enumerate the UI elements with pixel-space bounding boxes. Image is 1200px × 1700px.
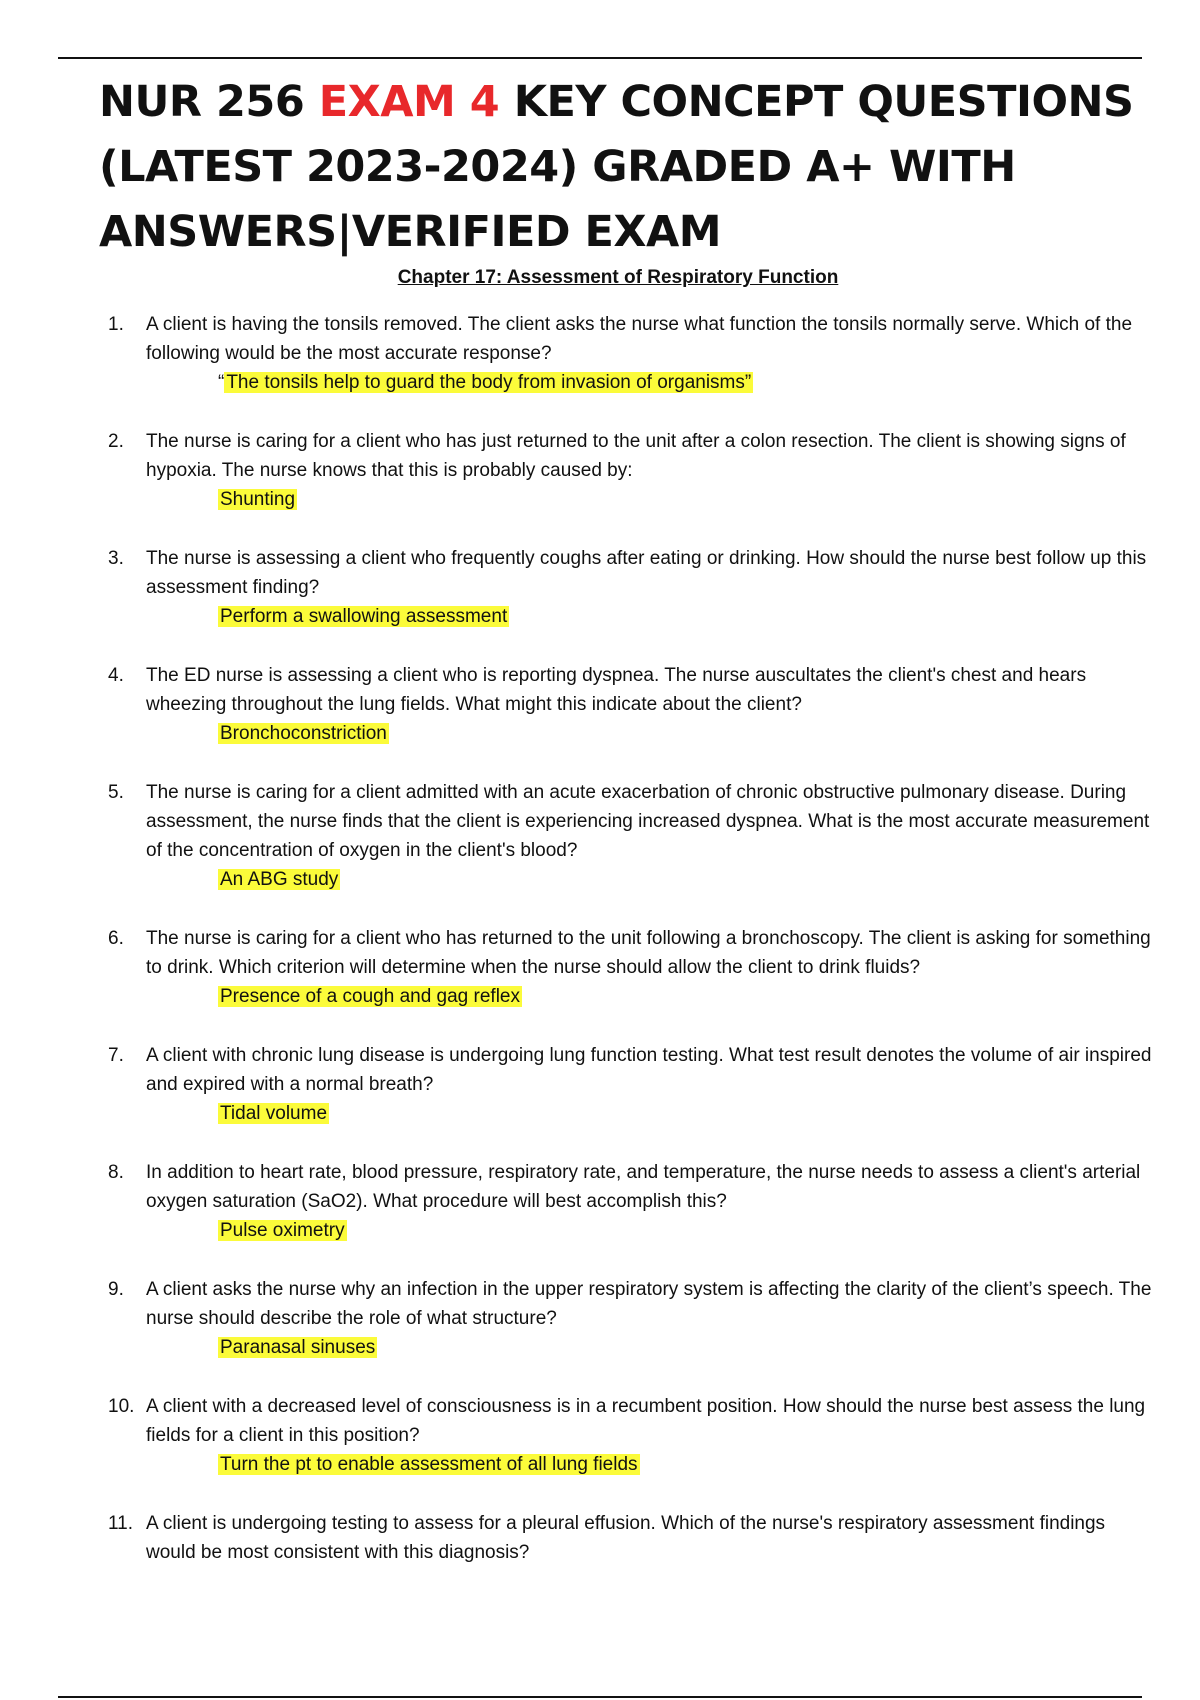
answer — [218, 984, 522, 1010]
answer-highlight: Perform a swallowing assessment — [220, 606, 508, 627]
question-number: 9. — [108, 1279, 124, 1300]
answer-highlight: Paranasal sinuses — [220, 1337, 376, 1358]
answer — [218, 1101, 329, 1127]
question-number: 3. — [108, 548, 124, 569]
answer — [218, 604, 509, 630]
question-number: 5. — [108, 782, 124, 803]
answer-highlight: Presence of a cough and gag reflex — [220, 986, 520, 1007]
answer-highlight: Tidal volume — [220, 1103, 328, 1124]
answer — [218, 1218, 347, 1244]
question-number: 1. — [108, 314, 124, 335]
answer — [218, 721, 389, 747]
question-text: A client asks the nurse why an infection in the upper respiratory system is affecting the clarity of the client’s speech. The nurse should describe the role of what structure? — [146, 1279, 1152, 1329]
title-part2: KEY CONCEPT QUESTIONS (LATEST 2023-2024) GRADED A+ WITH ANSWERS|VERIFIED EXAM — [99, 77, 1134, 257]
answer — [218, 867, 340, 893]
question-text: A client with chronic lung disease is undergoing lung function testing. What test result denotes the volume of air inspired and expired with a normal breath? — [146, 1045, 1152, 1095]
chapter-heading: Chapter 17: Assessment of Respiratory Function — [397, 267, 839, 288]
answer — [218, 487, 297, 513]
answer — [218, 1452, 640, 1478]
answer-highlight: The tonsils help to guard the body from invasion of organisms” — [226, 372, 752, 393]
answer — [218, 370, 753, 396]
question-text: The nurse is caring for a client who has just returned to the unit after a colon resection. The client is showing signs of hypoxia. The nurse knows that this is probably caused by: — [146, 431, 1126, 481]
question-text: The nurse is assessing a client who frequently coughs after eating or drinking. How should the nurse best follow up this assessment finding? — [146, 548, 1147, 598]
bottom-rule — [58, 1696, 1142, 1698]
title-accent: EXAM 4 — [318, 77, 500, 127]
question-number: 2. — [108, 431, 124, 452]
answer-highlight: Shunting — [220, 489, 296, 510]
question-number: 11. — [108, 1513, 134, 1534]
answer-highlight: An ABG study — [220, 869, 339, 890]
answer-open-quote: “ — [218, 372, 225, 393]
question-text: A client is undergoing testing to assess for a pleural effusion. Which of the nurse's respiratory assessment findings would be most consistent with this diagnosis? — [146, 1513, 1106, 1563]
question-number: 8. — [108, 1162, 124, 1183]
answer-highlight: Pulse oximetry — [220, 1220, 345, 1241]
question-text: The nurse is caring for a client who has returned to the unit following a bronchoscopy. The client is asking for something to drink. Which criterion will determine when the nurse should allow the client to drink fluids? — [146, 928, 1151, 978]
question-text: A client is having the tonsils removed. The client asks the nurse what function the tonsils normally serve. Which of the following would be the most accurate response? — [146, 314, 1133, 364]
question-number: 4. — [108, 665, 124, 686]
question-text: A client with a decreased level of consciousness is in a recumbent position. How should the nurse best assess the lung fields for a client in this position? — [146, 1396, 1146, 1446]
answer-highlight: Bronchoconstriction — [220, 723, 387, 744]
question-number: 7. — [108, 1045, 124, 1066]
answer-highlight: Turn the pt to enable assessment of all lung fields — [220, 1454, 638, 1475]
question-number: 6. — [108, 928, 124, 949]
question-text: The nurse is caring for a client admitted with an acute exacerbation of chronic obstructive pulmonary disease. During assessment, the nurse finds that the client is experiencing increased dyspnea. What is the most accurate measurement of the concentration of oxygen in the client's blood? — [146, 782, 1150, 861]
question-number: 10. — [108, 1396, 135, 1417]
answer — [218, 1335, 377, 1361]
question-text: The ED nurse is assessing a client who is reporting dyspnea. The nurse auscultates the client's chest and hears wheezing throughout the lung fields. What might this indicate about the client? — [146, 665, 1087, 715]
question-text: In addition to heart rate, blood pressure, respiratory rate, and temperature, the nurse needs to assess a client's arterial oxygen saturation (SaO2). What procedure will best accomplish this? — [146, 1162, 1141, 1212]
title-part1: NUR 256 — [99, 77, 319, 127]
